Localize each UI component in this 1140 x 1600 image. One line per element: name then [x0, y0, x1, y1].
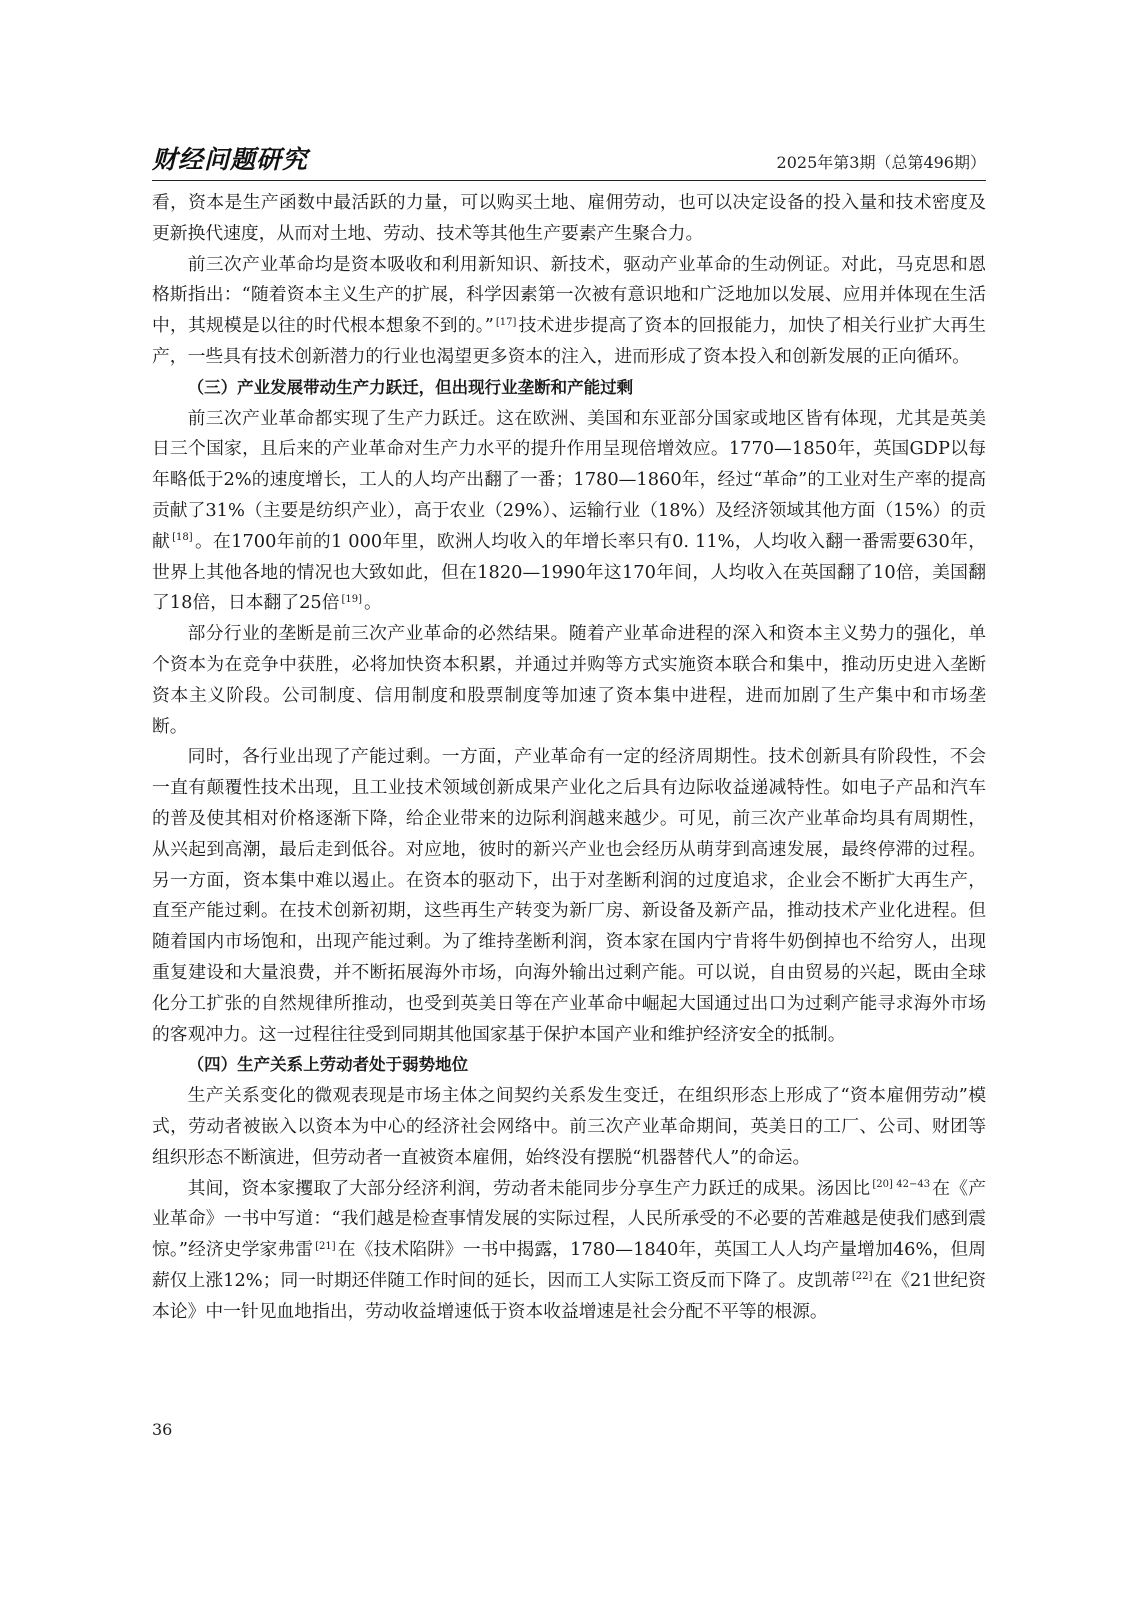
paragraph-text: 前三次产业革命均是资本吸收和利用新知识、新技术，驱动产业革命的生动例证。对此，马克思和恩格斯指出：“随着资本主义生产的扩展，科学因素第一次被有意识地和广泛地加以发展、应用并体现在生活中，其规模是以往的时代根本想象不到的。” [152, 253, 986, 337]
citation-ref: [19] [341, 593, 363, 605]
paragraph-text: 生产关系变化的微观表现是市场主体之间契约关系发生变迁，在组织形态上形成了“资本雇佣劳动”模式，劳动者被嵌入以资本为中心的经济社会网络中。前三次产业革命期间，英美日的工厂、公司、财团等组织形态不断演进，但劳动者一直被资本雇佣，始终没有摆脱“机器替代人”的命运。 [152, 1085, 986, 1168]
paragraph [152, 188, 986, 250]
issue-info: 2025年第3期（总第496期） [776, 153, 986, 172]
paragraph [152, 1174, 986, 1328]
paragraph-text: 前三次产业革命都实现了生产力跃迁。这在欧洲、美国和东亚部分国家或地区皆有体现，尤其是英美日三个国家，且后来的产业革命对生产力水平的提升作用呈现倍增效应。1770—1850年，英国GDP以每年略低于2%的速度增长，工人的人均产出翻了一番；1780—1860年，经过“革命”的工业对生产率的提高贡献了31%（主要是纺织产业），高于农业（29%）、运输行业（18%）及经济领域其他方面（15%）的贡献 [152, 407, 986, 552]
journal-name: 财经问题研究 [152, 145, 309, 174]
section-heading: （三）产业发展带动生产力跃迁，但出现行业垄断和产能过剩 [187, 377, 634, 397]
citation-ref: [17] [495, 316, 517, 328]
paragraph-text: 在《产业革命》一书中写道：“我们越是检查事情发展的实际过程，人民所承受的不必要的苦难越是使我们感到震惊。”经济史学家弗雷 [152, 1177, 986, 1261]
paragraph-text: 其间，资本家攫取了大部分经济利润，劳动者未能同步分享生产力跃迁的成果。汤因比 [187, 1177, 871, 1199]
paragraph [152, 742, 986, 1050]
paragraph [152, 1081, 986, 1173]
paragraph-text: 看，资本是生产函数中最活跃的力量，可以购买土地、雇佣劳动，也可以决定设备的投入量和技术密度及更新换代速度，从而对土地、劳动、技术等其他生产要素产生聚合力。 [152, 192, 986, 244]
paragraph-text: 。在1700年前的1 000年里，欧洲人均收入的年增长率只有0. 11%，人均收入翻一番需要630年，世界上其他各地的情况也大致如此，但在1820—1990年这170年间，人均收入在英国翻了10倍，美国翻了18倍，日本翻了25倍 [152, 530, 986, 614]
paragraph-text: 技术进步提高了资本的回报能力，加快了相关行业扩大再生产，一些具有技术创新潜力的行业也渴望更多资本的注入，进而形成了资本投入和创新发展的正向循环。 [152, 315, 986, 367]
citation-ref: [18] [172, 532, 193, 544]
paragraph-text: 同时，各行业出现了产能过剩。一方面，产业革命有一定的经济周期性。技术创新具有阶段性，不会一直有颠覆性技术出现，且工业技术领域创新成果产业化之后具有边际收益递减特性。如电子产品和汽车的普及使其相对价格逐渐下降，给企业带来的边际利润越来越少。可见，前三次产业革命均具有周期性，从兴起到高潮，最后走到低谷。对应地，彼时的新兴产业也会经历从萌芽到高速发展，最终停滞的过程。另一方面，资本集中难以遏止。在资本的驱动下，出于对垄断利润的过度追求，企业会不断扩大再生产，直至产能过剩。在技术创新初期，这些再生产转变为新厂房、新设备及新产品，推动技术产业化进程。但随着国内市场饱和，出现产能过剩。为了维持垄断利润，资本家在国内宁肯将牛奶倒掉也不给穷人，出现重复建设和大量浪费，并不断拓展海外市场，向海外输出过剩产能。可以说，自由贸易的兴起，既由全球化分工扩张的自然规律所推动，也受到英美日等在产业革命中崛起大国通过出口为过剩产能寻求海外市场的客观冲力。这一过程往往受到同期其他国家基于保护本国产业和维护经济安全的抵制。 [152, 746, 986, 1045]
header-rule [152, 180, 986, 181]
section-heading: （四）生产关系上劳动者处于弱势地位 [187, 1055, 469, 1075]
paragraph-text: 。 [364, 592, 382, 614]
citation-ref: [22] [851, 1271, 873, 1283]
page-header [152, 140, 986, 178]
citation-ref: [20] 42−43 [872, 1179, 931, 1190]
citation-ref: [21] [315, 1240, 336, 1252]
article-body [152, 188, 986, 1327]
paragraph-text: 部分行业的垄断是前三次产业革命的必然结果。随着产业革命进程的深入和资本主义势力的强化，单个资本为在竞争中获胜，必将加快资本积累，并通过并购等方式实施资本联合和集中，推动历史进入垄断资本主义阶段。公司制度、信用制度和股票制度等加速了资本集中进程，进而加剧了生产集中和市场垄断。 [152, 623, 986, 737]
paragraph-text: 在《21世纪资本论》中一针见血地指出，劳动收益增速低于资本收益增速是社会分配不平等的根源。 [152, 1269, 986, 1322]
paragraph [152, 250, 986, 373]
page-number: 36 [152, 1420, 173, 1439]
paragraph-text: 在《技术陷阱》一书中揭露，1780—1840年，英国工人人均产量增加46%，但周薪仅上涨12%；同一时期还伴随工作时间的延长，因而工人实际工资反而下降了。皮凯蒂 [152, 1239, 986, 1291]
paragraph [152, 404, 986, 620]
paragraph [152, 619, 986, 742]
